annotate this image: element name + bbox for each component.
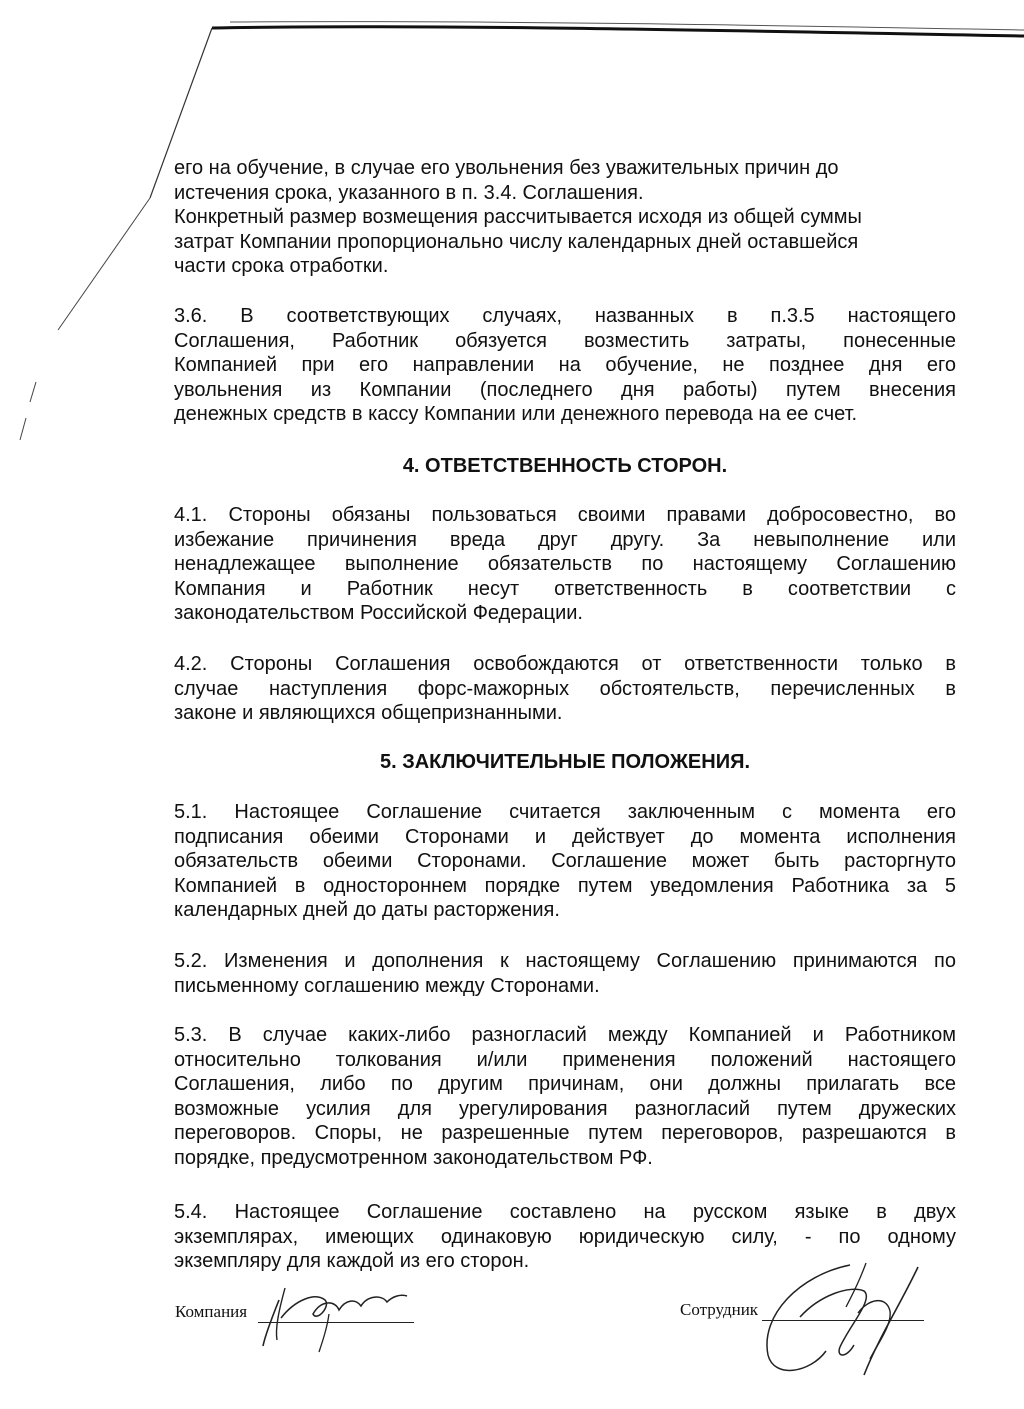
text-line: письменному соглашению между Сторонами. bbox=[174, 974, 600, 997]
text-line: Соглашения, Работник обязуется возместить затраты, понесенные bbox=[174, 329, 956, 352]
text-line: случае наступления форс-мажорных обстоятельств, перечисленных в bbox=[174, 677, 956, 700]
text-line: избежание причинения вреда друг другу. За невыполнение или bbox=[174, 528, 956, 551]
text-line: его на обучение, в случае его увольнения без уважительных причин до bbox=[174, 157, 839, 179]
text-line: переговоров. Споры, не разрешенные путем переговоров, разрешаются в bbox=[174, 1122, 956, 1145]
company-signature-label: Компания bbox=[175, 1302, 248, 1321]
employee-signature-icon bbox=[740, 1255, 940, 1385]
text-line: законодательством Российской Федерации. bbox=[174, 602, 583, 625]
text-line: части срока отработки. bbox=[174, 255, 389, 278]
text-line: экземпляру для каждой из его сторон. bbox=[174, 1250, 530, 1273]
text-line: Соглашения, либо по другим причинам, они должны прилагать все bbox=[174, 1073, 956, 1096]
text-line: денежных средств в кассу Компании или денежного перевода на ее счет. bbox=[174, 403, 858, 426]
section-heading-5: 5. ЗАКЛЮЧИТЕЛЬНЫЕ ПОЛОЖЕНИЯ. bbox=[379, 751, 751, 773]
clause-5-1 bbox=[174, 800, 956, 923]
text-line: 4.1. Стороны обязаны пользоваться своими правами добросовестно, во bbox=[174, 504, 956, 526]
clause-4-1 bbox=[174, 503, 956, 626]
text-line: увольнения из Компании (последнего дня работы) путем внесения bbox=[174, 378, 956, 401]
text-line: календарных дней до даты расторжения. bbox=[174, 899, 560, 922]
text-line: обязательств обеими Сторонами. Соглашение может быть расторгнуто bbox=[174, 850, 956, 873]
clause-5-2 bbox=[174, 949, 956, 998]
text-line: Компанией в одностороннем порядке путем уведомления Работника за 5 bbox=[174, 874, 956, 897]
clause-4-2 bbox=[174, 652, 956, 726]
text-line: ненадлежащее выполнение обязательств по настоящему Соглашению bbox=[174, 553, 956, 576]
text-line: относительно толкования и/или применения положений настоящего bbox=[174, 1048, 956, 1071]
text-line: законе и являющихся общепризнанными. bbox=[174, 702, 563, 725]
text-line: порядке, предусмотренном законодательством РФ. bbox=[174, 1146, 653, 1169]
text-line: экземплярах, имеющих одинаковую юридическую силу, - по одному bbox=[174, 1225, 956, 1248]
clause-5-3 bbox=[174, 1023, 956, 1171]
section-heading-4: 4. ОТВЕТСТВЕННОСТЬ СТОРОН. bbox=[402, 455, 728, 477]
text-line: 4.2. Стороны Соглашения освобождаются от ответственности только в bbox=[174, 653, 956, 675]
text-line: Компанией при его направлении на обучение, не позднее дня его bbox=[174, 354, 956, 377]
company-signature-icon bbox=[255, 1270, 435, 1360]
text-line: 5.4. Настоящее Соглашение составлено на русском языке в двух bbox=[174, 1201, 956, 1223]
text-line: Конкретный размер возмещения рассчитывается исходя из общей суммы bbox=[174, 206, 862, 229]
text-line: 5.3. В случае каких-либо разногласий между Компанией и Работником bbox=[174, 1024, 956, 1046]
text-line: подписания обеими Сторонами и действует до момента исполнения bbox=[174, 825, 956, 848]
text-line: истечения срока, указанного в п. 3.4. Соглашения. bbox=[174, 181, 644, 204]
text-line: 5.2. Изменения и дополнения к настоящему Соглашению принимаются по bbox=[174, 950, 956, 972]
text-line: 3.6. В соответствующих случаях, названных в п.3.5 настоящего bbox=[174, 305, 956, 327]
employee-signature-label: Сотрудник bbox=[680, 1300, 759, 1319]
text-line: возможные усилия для урегулирования разногласий путем дружеских bbox=[174, 1097, 956, 1120]
paragraph-continuation bbox=[174, 156, 956, 279]
clause-3-6 bbox=[174, 304, 956, 427]
text-line: 5.1. Настоящее Соглашение считается заключенным с момента его bbox=[174, 801, 956, 823]
text-line: Компания и Работник несут ответственность в соответствии с bbox=[174, 577, 956, 600]
text-line: затрат Компании пропорционально числу календарных дней оставшейся bbox=[174, 230, 859, 253]
